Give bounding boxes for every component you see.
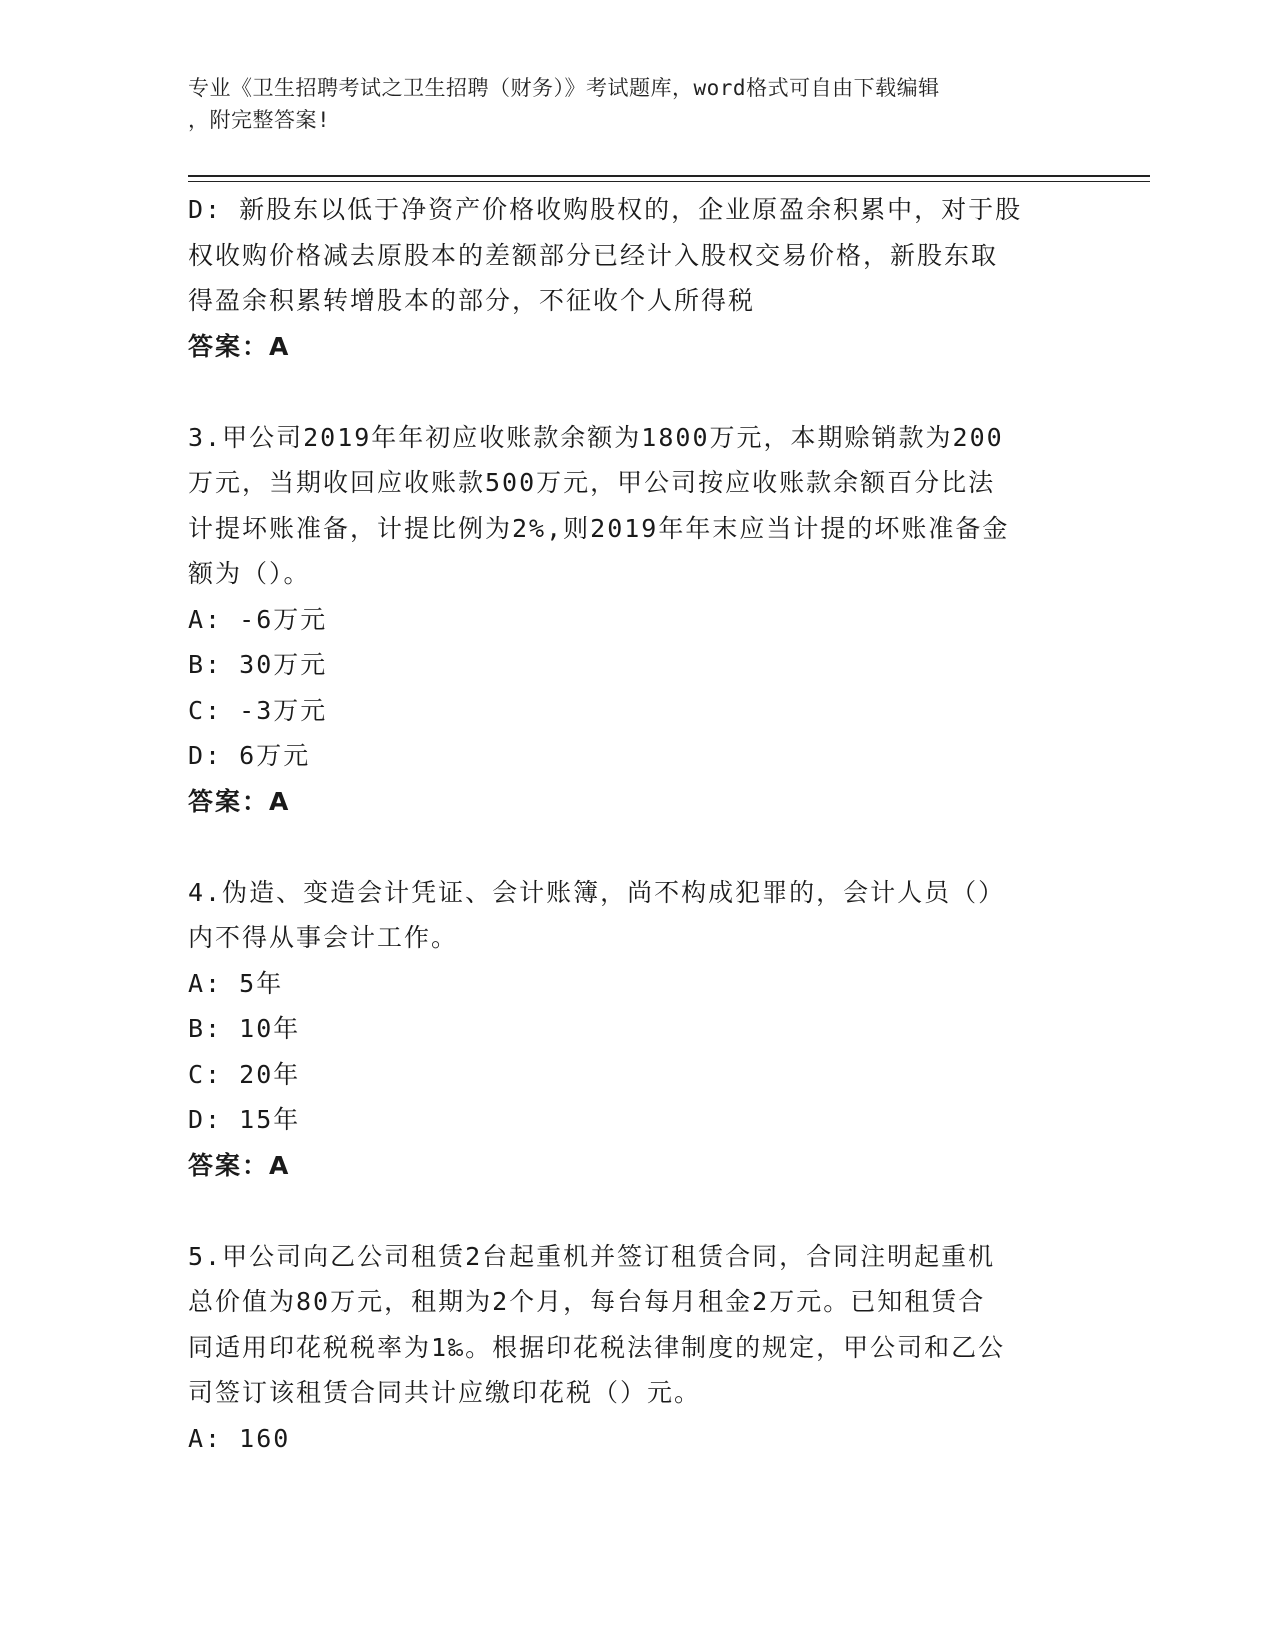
question-spacer bbox=[188, 824, 1088, 870]
option-d: D: 6万元 bbox=[188, 741, 311, 770]
option-d-line: 得盈余积累转增股本的部分，不征收个人所得税 bbox=[188, 286, 756, 315]
question-4 bbox=[188, 870, 1088, 1189]
option-a: A: -6万元 bbox=[188, 604, 328, 634]
answer-label: 答案：A bbox=[188, 331, 291, 361]
question-stem-line: 内不得从事会计工作。 bbox=[188, 923, 459, 952]
option-d-line: 权收购价格减去原股本的差额部分已经计入股权交易价格，新股东取 bbox=[188, 240, 999, 270]
header-title-line-1: 专业《卫生招聘考试之卫生招聘（财务）》考试题库，word格式可自由下载编辑 bbox=[188, 76, 940, 100]
answer-label: 答案：A bbox=[188, 786, 291, 816]
question-stem-line: 万元，当期收回应收账款500万元，甲公司按应收账款余额百分比法 bbox=[188, 468, 996, 497]
question-2-tail bbox=[188, 187, 1088, 369]
header-divider-thick bbox=[188, 175, 1150, 177]
question-stem-line: 4.伪造、变造会计凭证、会计账簿，尚不构成犯罪的，会计人员（） bbox=[188, 877, 1006, 907]
header-title-line-2: ，附完整答案! bbox=[188, 108, 331, 132]
question-stem-line: 5.甲公司向乙公司租赁2台起重机并签订租赁合同，合同注明起重机 bbox=[188, 1241, 996, 1271]
option-a: A: 160 bbox=[188, 1423, 291, 1453]
question-stem-line: 额为（）。 bbox=[188, 559, 311, 588]
option-a: A: 5年 bbox=[188, 968, 284, 998]
option-b: B: 10年 bbox=[188, 1014, 301, 1043]
question-5 bbox=[188, 1234, 1088, 1462]
question-stem-line: 总价值为80万元，租期为2个月，每台每月租金2万元。已知租赁合 bbox=[188, 1287, 986, 1316]
question-spacer bbox=[188, 1188, 1088, 1234]
option-d: D: 15年 bbox=[188, 1105, 301, 1134]
question-spacer bbox=[188, 369, 1088, 415]
question-stem-line: 3.甲公司2019年年初应收账款余额为1800万元，本期赊销款为200 bbox=[188, 422, 1004, 452]
question-stem-line: 司签订该租赁合同共计应缴印花税（）元。 bbox=[188, 1378, 702, 1407]
question-stem-line: 同适用印花税税率为1‰。根据印花税法律制度的规定，甲公司和乙公 bbox=[188, 1332, 1006, 1362]
option-c: C: -3万元 bbox=[188, 695, 328, 725]
option-b: B: 30万元 bbox=[188, 650, 328, 679]
question-stem-line: 计提坏账准备，计提比例为2%,则2019年年末应当计提的坏账准备金 bbox=[188, 513, 1010, 543]
option-d-line: D: 新股东以低于净资产价格收购股权的，企业原盈余积累中，对于股 bbox=[188, 195, 1023, 224]
header-divider-thin bbox=[188, 181, 1150, 182]
document-header bbox=[188, 72, 1068, 136]
question-3 bbox=[188, 415, 1088, 825]
document-body bbox=[188, 187, 1088, 1461]
answer-label: 答案：A bbox=[188, 1150, 291, 1180]
option-c: C: 20年 bbox=[188, 1059, 301, 1089]
